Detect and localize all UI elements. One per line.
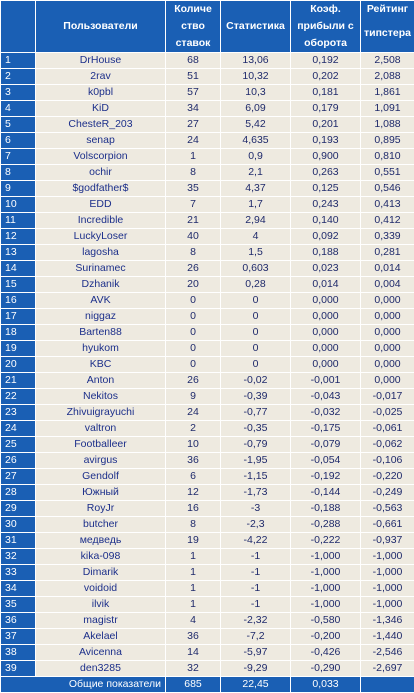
user-name: niggaz: [36, 309, 166, 325]
statistics-value: -1,95: [221, 453, 291, 469]
profit-coef: -0,290: [291, 661, 361, 677]
table-row: [1, 421, 414, 437]
row-number: 6: [1, 133, 36, 149]
table-row: [1, 389, 414, 405]
user-name: voidoid: [36, 581, 166, 597]
profit-coef: 0,263: [291, 165, 361, 181]
table-row: [1, 245, 414, 261]
bets-count: 21: [166, 213, 221, 229]
statistics-value: -3: [221, 501, 291, 517]
user-name: медведь: [36, 533, 166, 549]
bets-count: 32: [166, 661, 221, 677]
user-name: Dzhanik: [36, 277, 166, 293]
user-name: KBC: [36, 357, 166, 373]
bets-count: 16: [166, 501, 221, 517]
statistics-value: 0: [221, 325, 291, 341]
user-name: lagosha: [36, 245, 166, 261]
bets-count: 0: [166, 309, 221, 325]
profit-coef: -0,222: [291, 533, 361, 549]
user-name: DrHouse: [36, 53, 166, 69]
table-row: [1, 469, 414, 485]
bets-count: 51: [166, 69, 221, 85]
table-row: [1, 53, 414, 69]
table-row: [1, 565, 414, 581]
header-number: [1, 1, 36, 53]
statistics-value: -2,32: [221, 613, 291, 629]
bets-count: 1: [166, 597, 221, 613]
tipster-rating: -0,249: [361, 485, 414, 501]
header-users: Пользователи: [36, 1, 166, 53]
tipster-rating: -0,017: [361, 389, 414, 405]
statistics-value: 13,06: [221, 53, 291, 69]
row-number: 9: [1, 181, 36, 197]
row-number: 36: [1, 613, 36, 629]
statistics-value: -1: [221, 549, 291, 565]
statistics-value: 1,7: [221, 197, 291, 213]
row-number: 39: [1, 661, 36, 677]
user-name: $godfather$: [36, 181, 166, 197]
tipster-rating: -2,697: [361, 661, 414, 677]
row-number: 7: [1, 149, 36, 165]
row-number: 27: [1, 469, 36, 485]
tipster-rating: 0,412: [361, 213, 414, 229]
statistics-value: 6,09: [221, 101, 291, 117]
statistics-value: 4,37: [221, 181, 291, 197]
statistics-value: 1,5: [221, 245, 291, 261]
row-number: 31: [1, 533, 36, 549]
bets-count: 0: [166, 341, 221, 357]
tipster-rating: -0,937: [361, 533, 414, 549]
table-row: [1, 629, 414, 645]
user-name: Zhivuigrayuchi: [36, 405, 166, 421]
user-name: Surinamec: [36, 261, 166, 277]
table-row: [1, 293, 414, 309]
profit-coef: -0,032: [291, 405, 361, 421]
row-number: 19: [1, 341, 36, 357]
row-number: 25: [1, 437, 36, 453]
user-name: AVK: [36, 293, 166, 309]
statistics-value: -9,29: [221, 661, 291, 677]
row-number: 15: [1, 277, 36, 293]
statistics-value: 5,42: [221, 117, 291, 133]
totals-row: [1, 677, 414, 693]
header-row: [1, 1, 414, 53]
user-name: Footballeer: [36, 437, 166, 453]
bets-count: 19: [166, 533, 221, 549]
bets-count: 35: [166, 181, 221, 197]
statistics-value: -5,97: [221, 645, 291, 661]
user-name: EDD: [36, 197, 166, 213]
statistics-value: -0,39: [221, 389, 291, 405]
bets-count: 27: [166, 117, 221, 133]
table-row: [1, 277, 414, 293]
header-rating-top: Рейтинг: [363, 1, 412, 25]
tipster-rating: 0,339: [361, 229, 414, 245]
statistics-value: 0,28: [221, 277, 291, 293]
table-row: [1, 501, 414, 517]
bets-count: 12: [166, 485, 221, 501]
bets-count: 24: [166, 405, 221, 421]
tipster-rating: 1,091: [361, 101, 414, 117]
profit-coef: -0,580: [291, 613, 361, 629]
tipster-rating: -0,220: [361, 469, 414, 485]
statistics-value: 0,9: [221, 149, 291, 165]
table-row: [1, 405, 414, 421]
user-name: k0pbl: [36, 85, 166, 101]
bets-count: 40: [166, 229, 221, 245]
table-row: [1, 69, 414, 85]
bets-count: 1: [166, 149, 221, 165]
user-name: avirgus: [36, 453, 166, 469]
tipster-rating: 2,508: [361, 53, 414, 69]
user-name: Anton: [36, 373, 166, 389]
tipster-rating: -1,000: [361, 565, 414, 581]
profit-coef: 0,243: [291, 197, 361, 213]
statistics-value: 10,3: [221, 85, 291, 101]
row-number: 4: [1, 101, 36, 117]
table-row: [1, 197, 414, 213]
profit-coef: -1,000: [291, 581, 361, 597]
profit-coef: 0,014: [291, 277, 361, 293]
bets-count: 1: [166, 565, 221, 581]
row-number: 5: [1, 117, 36, 133]
row-number: 28: [1, 485, 36, 501]
tipster-rating: -0,106: [361, 453, 414, 469]
profit-coef: 0,092: [291, 229, 361, 245]
user-name: hyukom: [36, 341, 166, 357]
row-number: 18: [1, 325, 36, 341]
bets-count: 36: [166, 629, 221, 645]
row-number: 14: [1, 261, 36, 277]
user-name: kika-098: [36, 549, 166, 565]
statistics-value: -1,15: [221, 469, 291, 485]
row-number: 8: [1, 165, 36, 181]
row-number: 3: [1, 85, 36, 101]
user-name: 2rav: [36, 69, 166, 85]
user-name: Nekitos: [36, 389, 166, 405]
user-name: KiD: [36, 101, 166, 117]
totals-coef: 0,033: [291, 677, 361, 693]
header-rating: [361, 1, 414, 53]
tipster-rating: 1,861: [361, 85, 414, 101]
tipster-rating: -1,000: [361, 581, 414, 597]
bets-count: 4: [166, 613, 221, 629]
user-name: Gendolf: [36, 469, 166, 485]
table-row: [1, 149, 414, 165]
row-number: 17: [1, 309, 36, 325]
header-bets: Количе ство ставок: [166, 1, 221, 53]
statistics-value: -2,3: [221, 517, 291, 533]
profit-coef: 0,000: [291, 293, 361, 309]
row-number: 26: [1, 453, 36, 469]
statistics-value: -7,2: [221, 629, 291, 645]
table-row: [1, 373, 414, 389]
row-number: 33: [1, 565, 36, 581]
profit-coef: 0,000: [291, 325, 361, 341]
tipster-rating: 2,088: [361, 69, 414, 85]
table-row: [1, 165, 414, 181]
profit-coef: 0,000: [291, 341, 361, 357]
statistics-value: 0: [221, 357, 291, 373]
statistics-value: 0: [221, 293, 291, 309]
header-coef: Коэф. прибыли с оборота: [291, 1, 361, 53]
profit-coef: -1,000: [291, 565, 361, 581]
row-number: 20: [1, 357, 36, 373]
profit-coef: 0,900: [291, 149, 361, 165]
table-row: [1, 613, 414, 629]
tipster-rating: -1,000: [361, 549, 414, 565]
profit-coef: 0,179: [291, 101, 361, 117]
tipster-rating: 0,810: [361, 149, 414, 165]
tipster-rating: 1,088: [361, 117, 414, 133]
row-number: 24: [1, 421, 36, 437]
table-row: [1, 597, 414, 613]
table-row: [1, 533, 414, 549]
statistics-value: 0: [221, 341, 291, 357]
bets-count: 0: [166, 357, 221, 373]
table-row: [1, 101, 414, 117]
user-name: Южный: [36, 485, 166, 501]
table-row: [1, 117, 414, 133]
table-row: [1, 453, 414, 469]
user-name: butcher: [36, 517, 166, 533]
bets-count: 2: [166, 421, 221, 437]
table-row: [1, 181, 414, 197]
table-row: [1, 213, 414, 229]
user-name: valtron: [36, 421, 166, 437]
statistics-value: -1,73: [221, 485, 291, 501]
row-number: 35: [1, 597, 36, 613]
row-number: 23: [1, 405, 36, 421]
statistics-value: 0: [221, 309, 291, 325]
bets-count: 68: [166, 53, 221, 69]
statistics-value: 2,94: [221, 213, 291, 229]
bets-count: 8: [166, 165, 221, 181]
user-name: ilvik: [36, 597, 166, 613]
table-row: [1, 341, 414, 357]
tipster-rating: -0,062: [361, 437, 414, 453]
profit-coef: -0,054: [291, 453, 361, 469]
bets-count: 26: [166, 261, 221, 277]
totals-stat: 22,45: [221, 677, 291, 693]
bets-count: 20: [166, 277, 221, 293]
user-name: LuckyLoser: [36, 229, 166, 245]
profit-coef: 0,202: [291, 69, 361, 85]
profit-coef: -0,043: [291, 389, 361, 405]
profit-coef: 0,023: [291, 261, 361, 277]
profit-coef: 0,192: [291, 53, 361, 69]
tipster-rating: 0,014: [361, 261, 414, 277]
bets-count: 14: [166, 645, 221, 661]
table-row: [1, 261, 414, 277]
user-name: Akelael: [36, 629, 166, 645]
statistics-value: -4,22: [221, 533, 291, 549]
row-number: 38: [1, 645, 36, 661]
table-row: [1, 661, 414, 677]
row-number: 2: [1, 69, 36, 85]
statistics-value: -0,35: [221, 421, 291, 437]
tipster-rating: 0,000: [361, 293, 414, 309]
profit-coef: -1,000: [291, 549, 361, 565]
profit-coef: 0,188: [291, 245, 361, 261]
profit-coef: 0,181: [291, 85, 361, 101]
statistics-value: 4: [221, 229, 291, 245]
tipster-rating: 0,413: [361, 197, 414, 213]
user-name: Volscorpion: [36, 149, 166, 165]
row-number: 16: [1, 293, 36, 309]
profit-coef: 0,000: [291, 309, 361, 325]
tipster-rating: 0,000: [361, 341, 414, 357]
user-name: ChesteR_203: [36, 117, 166, 133]
row-number: 12: [1, 229, 36, 245]
bets-count: 9: [166, 389, 221, 405]
header-rating-bottom: типстера: [363, 25, 412, 42]
statistics-value: -0,02: [221, 373, 291, 389]
bets-count: 10: [166, 437, 221, 453]
tipster-rating: -0,563: [361, 501, 414, 517]
user-name: ochir: [36, 165, 166, 181]
row-number: 32: [1, 549, 36, 565]
profit-coef: -0,200: [291, 629, 361, 645]
table-row: [1, 325, 414, 341]
bets-count: 1: [166, 581, 221, 597]
profit-coef: 0,193: [291, 133, 361, 149]
profit-coef: -0,426: [291, 645, 361, 661]
row-number: 21: [1, 373, 36, 389]
user-name: RoyJr: [36, 501, 166, 517]
tipster-rating: 0,000: [361, 325, 414, 341]
user-name: Avicenna: [36, 645, 166, 661]
bets-count: 36: [166, 453, 221, 469]
tipster-rating: -0,025: [361, 405, 414, 421]
profit-coef: -0,001: [291, 373, 361, 389]
statistics-value: 10,32: [221, 69, 291, 85]
profit-coef: 0,201: [291, 117, 361, 133]
tipster-rating: 0,000: [361, 309, 414, 325]
tipster-rating: 0,281: [361, 245, 414, 261]
profit-coef: -0,079: [291, 437, 361, 453]
row-number: 10: [1, 197, 36, 213]
bets-count: 0: [166, 293, 221, 309]
tipster-rating: -1,440: [361, 629, 414, 645]
row-number: 29: [1, 501, 36, 517]
table-row: [1, 485, 414, 501]
bets-count: 57: [166, 85, 221, 101]
user-name: senap: [36, 133, 166, 149]
tipster-rating: 0,551: [361, 165, 414, 181]
table-row: [1, 357, 414, 373]
table-row: [1, 309, 414, 325]
bets-count: 24: [166, 133, 221, 149]
row-number: 1: [1, 53, 36, 69]
user-name: Incredible: [36, 213, 166, 229]
tipster-rating: 0,895: [361, 133, 414, 149]
totals-label: Общие показатели: [1, 677, 166, 693]
row-number: 11: [1, 213, 36, 229]
profit-coef: -0,175: [291, 421, 361, 437]
bets-count: 7: [166, 197, 221, 213]
profit-coef: 0,140: [291, 213, 361, 229]
row-number: 37: [1, 629, 36, 645]
user-name: Barten88: [36, 325, 166, 341]
bets-count: 34: [166, 101, 221, 117]
tipster-rating: -0,061: [361, 421, 414, 437]
profit-coef: -0,144: [291, 485, 361, 501]
tipster-rating: 0,000: [361, 357, 414, 373]
profit-coef: -1,000: [291, 597, 361, 613]
table-row: [1, 437, 414, 453]
table-row: [1, 581, 414, 597]
bets-count: 6: [166, 469, 221, 485]
table-row: [1, 133, 414, 149]
row-number: 22: [1, 389, 36, 405]
tipster-rating: -1,000: [361, 597, 414, 613]
tipster-rating: 0,004: [361, 277, 414, 293]
user-name: magistr: [36, 613, 166, 629]
row-number: 30: [1, 517, 36, 533]
tipster-rating: -2,546: [361, 645, 414, 661]
table-row: [1, 517, 414, 533]
statistics-value: -1: [221, 581, 291, 597]
bets-count: 26: [166, 373, 221, 389]
statistics-value: -0,77: [221, 405, 291, 421]
statistics-value: 2,1: [221, 165, 291, 181]
statistics-value: -1: [221, 597, 291, 613]
row-number: 13: [1, 245, 36, 261]
profit-coef: -0,192: [291, 469, 361, 485]
row-number: 34: [1, 581, 36, 597]
table-row: [1, 85, 414, 101]
table-row: [1, 549, 414, 565]
bets-count: 8: [166, 245, 221, 261]
statistics-value: -0,79: [221, 437, 291, 453]
totals-bets: 685: [166, 677, 221, 693]
profit-coef: -0,288: [291, 517, 361, 533]
bets-count: 0: [166, 325, 221, 341]
bets-count: 1: [166, 549, 221, 565]
tipster-rating: -1,346: [361, 613, 414, 629]
profit-coef: 0,125: [291, 181, 361, 197]
statistics-value: 0,603: [221, 261, 291, 277]
totals-rating: [361, 677, 414, 693]
header-stats: Статистика: [221, 1, 291, 53]
profit-coef: 0,000: [291, 357, 361, 373]
profit-coef: -0,188: [291, 501, 361, 517]
statistics-value: -1: [221, 565, 291, 581]
table-row: [1, 645, 414, 661]
tipster-rating: 0,000: [361, 373, 414, 389]
statistics-value: 4,635: [221, 133, 291, 149]
table-row: [1, 229, 414, 245]
bets-count: 8: [166, 517, 221, 533]
user-name: den3285: [36, 661, 166, 677]
tipster-rating: -0,661: [361, 517, 414, 533]
user-name: Dimarik: [36, 565, 166, 581]
tipster-rating: 0,546: [361, 181, 414, 197]
